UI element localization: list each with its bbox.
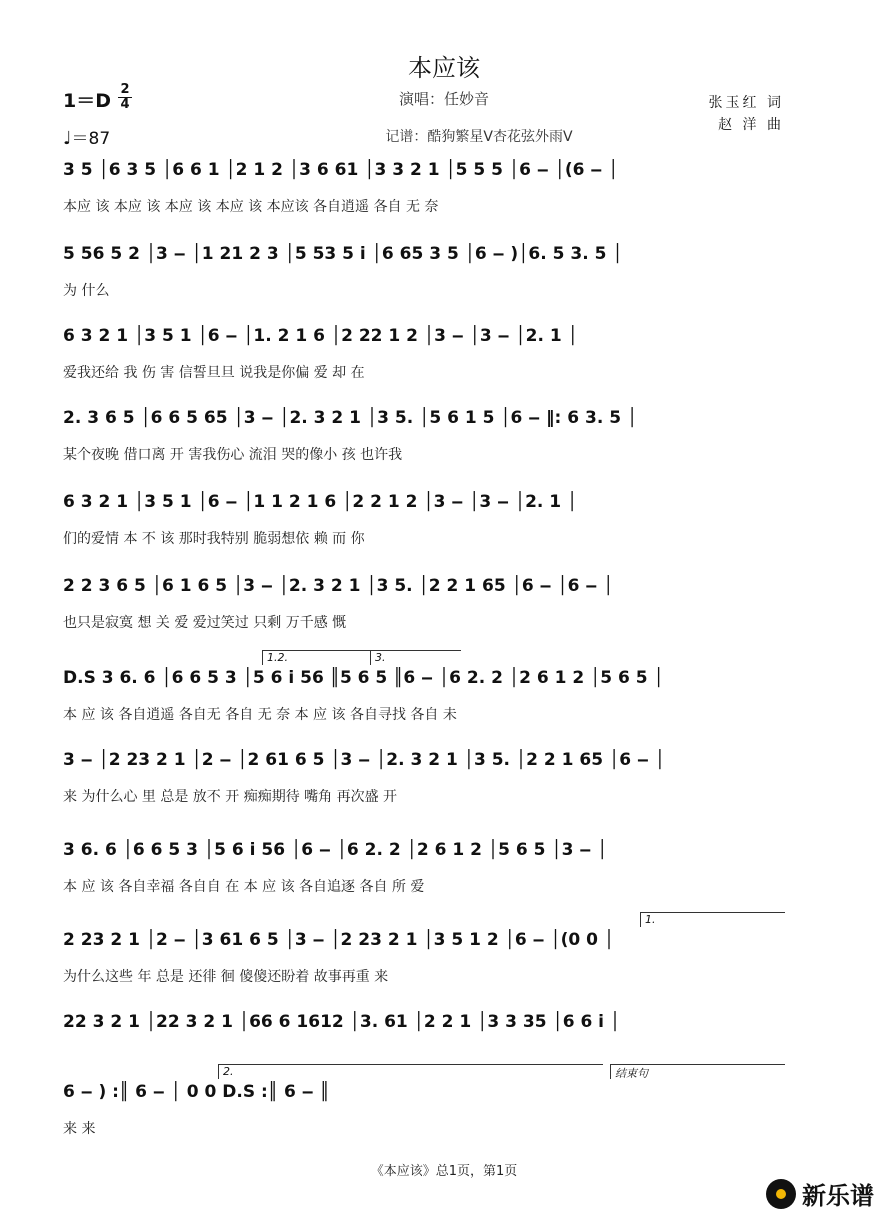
lyrics-row: 也只是寂寞 想 关 爱 爱过笑过 只剩 万千感 慨 — [63, 615, 347, 631]
logo-text: 新乐谱 — [802, 1182, 874, 1210]
lyrics-row: 为 什么 — [63, 283, 110, 299]
notation-row: 6 3 2 1 │3 5 1 │6 ‒ │1 1 2 1 6 │2 2 1 2 │3 ‒ │3 ‒ │2. 1 │ — [63, 492, 578, 512]
notation-row: D.S 3 6. 6 │6 6 5 3 │5 6 i 56 ║5 6 5 ║6 ‒ │6 2. 2 │2 6 1 2 │5 6 5 │ — [63, 668, 664, 688]
lyrics-row: 本 应 该 各自幸福 各自自 在 本 应 该 各自追逐 各自 所 爱 — [63, 879, 425, 895]
lyrics-row: 来 为什么心 里 总是 放不 开 痴痴期待 嘴角 再次盛 开 — [63, 789, 398, 805]
lyricist: 张玉红 词 — [708, 95, 784, 111]
lyrics-row: 为什么这些 年 总是 还徘 徊 傻傻还盼着 故事再重 来 — [63, 969, 389, 985]
notation-row: 3 ‒ │2 23 2 1 │2 ‒ │2 61 6 5 │3 ‒ │2. 3 2 1 │3 5. │2 2 1 65 │6 ‒ │ — [63, 750, 665, 770]
composer: 赵 洋 曲 — [718, 117, 784, 133]
time-bottom: 4 — [120, 97, 130, 112]
volta-bracket: 2. — [218, 1064, 603, 1079]
page-title: 本应该 — [408, 54, 480, 82]
lyrics-row: 本 应 该 各自逍遥 各自无 各自 无 奈 本 应 该 各自寻找 各自 未 — [63, 707, 457, 723]
volta-bracket: 1. — [640, 912, 785, 927]
tempo-value: ＝87 — [71, 129, 111, 149]
notation-row: 6 3 2 1 │3 5 1 │6 ‒ │1. 2 1 6 │2 22 1 2 │3 ‒ │3 ‒ │2. 1 │ — [63, 326, 578, 346]
time-top: 2 — [120, 82, 130, 97]
notation-row: 2 23 2 1 │2 ‒ │3 61 6 5 │3 ‒ │2 23 2 1 │3 5 1 2 │6 ‒ │(0 0 │ — [63, 930, 615, 950]
scribe: 记谱：酷狗繁星V杏花弦外雨V — [385, 129, 573, 145]
page-footer: 《本应该》总1页，第1页 — [370, 1164, 518, 1179]
singer: 演唱：任妙音 — [398, 90, 489, 108]
notation-row: 2 2 3 6 5 │6 1 6 5 │3 ‒ │2. 3 2 1 │3 5. │2 2 1 65 │6 ‒ │6 ‒ │ — [63, 576, 614, 596]
lyrics-row: 某个夜晚 借口离 开 害我伤心 流泪 哭的像小 孩 也许我 — [63, 447, 403, 463]
lyrics-row: 们的爱情 本 不 该 那时我特别 脆弱想依 赖 而 你 — [63, 531, 365, 547]
key-signature: 1＝D — [63, 90, 111, 112]
volta-bracket: 3. — [370, 650, 461, 665]
volta-bracket: 1.2. — [262, 650, 373, 665]
volta-bracket: 结束句 — [610, 1064, 785, 1079]
notation-row: 3 6. 6 │6 6 5 3 │5 6 i 56 │6 ‒ │6 2. 2 │2 6 1 2 │5 6 5 │3 ‒ │ — [63, 840, 608, 860]
notation-row: 5 56 5 2 │3 ‒ │1 21 2 3 │5 53 5 i │6 65 3 5 │6 ‒ )│6. 5 3. 5 │ — [63, 244, 623, 264]
logo — [766, 1176, 874, 1211]
notation-row: 2. 3 6 5 │6 6 5 65 │3 ‒ │2. 3 2 1 │3 5. │5 6 1 5 │6 ‒ ‖: 6 3. 5 │ — [63, 408, 638, 428]
notation-row: 3 5 │6 3 5 │6 6 1 │2 1 2 │3 6 61 │3 3 2 1 │5 5 5 │6 ‒ │(6 ‒ │ — [63, 160, 619, 180]
notation-row: 22 3 2 1 │22 3 2 1 │66 6 1612 │3. 61 │2 2 1 │3 3 35 │6 6 i │ — [63, 1012, 621, 1032]
lyrics-row: 来 来 — [63, 1121, 96, 1137]
lyrics-row: 爱我还给 我 伤 害 信誓旦旦 说我是你偏 爱 却 在 — [63, 365, 365, 381]
record-icon — [766, 1179, 796, 1209]
credits — [709, 92, 784, 136]
quarter-note-icon: ♩ — [63, 128, 72, 149]
notation-row: 6 ‒ ) :║ 6 ‒ │ 0 0 D.S :║ 6 ‒ ║ — [63, 1082, 330, 1102]
lyrics-row: 本应 该 本应 该 本应 该 本应 该 本应该 各自逍遥 各自 无 奈 — [63, 199, 439, 215]
